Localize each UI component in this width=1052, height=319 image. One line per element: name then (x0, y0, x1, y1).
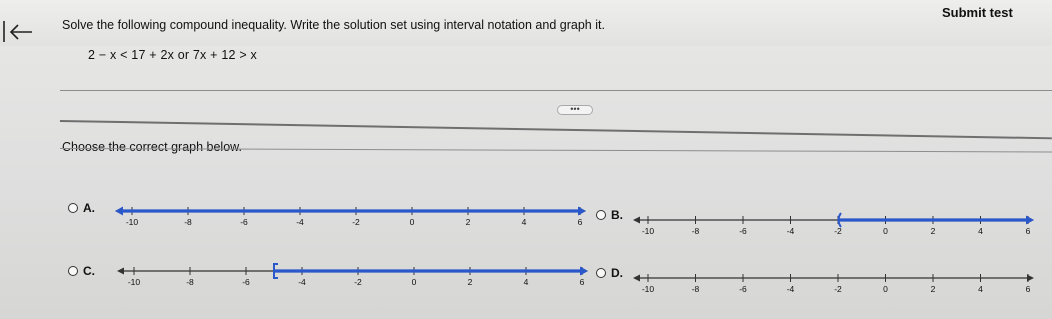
tick-label: -2 (354, 277, 362, 287)
inequality-expression: 2 − x < 17 + 2x or 7x + 12 > x (88, 48, 257, 62)
axis-arrow-left (633, 275, 640, 282)
tick-label: -4 (298, 277, 306, 287)
tick-label: 2 (930, 284, 936, 294)
tick-label: 6 (577, 217, 583, 227)
tick-label: 2 (465, 217, 471, 227)
divider (60, 90, 1052, 91)
question-prompt: Solve the following compound inequality. Write the solution set using interval notation and graph it. (62, 18, 605, 32)
ray-arrow-left (115, 207, 123, 216)
divider (60, 120, 1052, 139)
ray-arrow-right (578, 207, 586, 216)
number-line-c (112, 262, 592, 296)
option-b-label: B. (611, 208, 623, 222)
tick-label: -8 (691, 226, 700, 236)
tick-label: -2 (834, 284, 842, 294)
tick-label: 0 (411, 277, 417, 287)
choose-instruction: Choose the correct graph below. (62, 140, 242, 154)
option-d-label: D. (611, 266, 623, 280)
back-arrow-icon (2, 16, 36, 50)
ray-arrow-right (1026, 216, 1034, 225)
tick-label: 6 (579, 277, 585, 287)
tick-label: 2 (930, 226, 936, 236)
tick-label: 0 (409, 217, 415, 227)
tick-label: -6 (240, 217, 248, 227)
tick-label: -4 (296, 217, 304, 227)
tick-label: -10 (641, 226, 655, 236)
tick-label: -8 (184, 217, 192, 227)
number-line-a (110, 202, 590, 236)
option-a-label: A. (83, 201, 95, 215)
option-a-radio[interactable] (68, 203, 78, 213)
tick-label: -2 (352, 217, 360, 227)
ray-arrow-right (580, 267, 588, 276)
tick-label: 6 (1025, 284, 1031, 294)
option-c-label: C. (83, 264, 95, 278)
tick-label: -6 (242, 277, 250, 287)
back-button[interactable] (2, 16, 36, 50)
tick-label: 4 (978, 284, 983, 294)
tick-label: -4 (786, 226, 795, 236)
option-c-radio[interactable] (68, 266, 78, 276)
tick-label: 0 (883, 226, 888, 236)
tick-label: 6 (1025, 226, 1031, 236)
tick-label: 4 (978, 226, 983, 236)
tick-label: -10 (125, 217, 139, 227)
tick-label: 4 (523, 277, 529, 287)
expand-more-button[interactable]: ••• (557, 105, 593, 115)
number-line-d (630, 268, 1040, 302)
axis-arrow-left (117, 268, 124, 275)
tick-label: -6 (739, 284, 747, 294)
tick-label: -8 (186, 277, 194, 287)
tick-label: -10 (127, 277, 141, 287)
option-d-radio[interactable] (596, 268, 606, 278)
axis-arrow-left (633, 217, 640, 224)
number-line-b (630, 207, 1040, 241)
tick-label: -8 (691, 284, 700, 294)
tick-label: 2 (467, 277, 473, 287)
tick-label: 0 (883, 284, 888, 294)
tick-label: -10 (641, 284, 655, 294)
tick-label: 4 (521, 217, 527, 227)
tick-label: -6 (739, 226, 747, 236)
tick-label: -4 (786, 284, 795, 294)
tick-label: -2 (834, 226, 842, 236)
option-b-radio[interactable] (596, 210, 606, 220)
submit-test-button[interactable]: Submit test (942, 5, 1013, 20)
